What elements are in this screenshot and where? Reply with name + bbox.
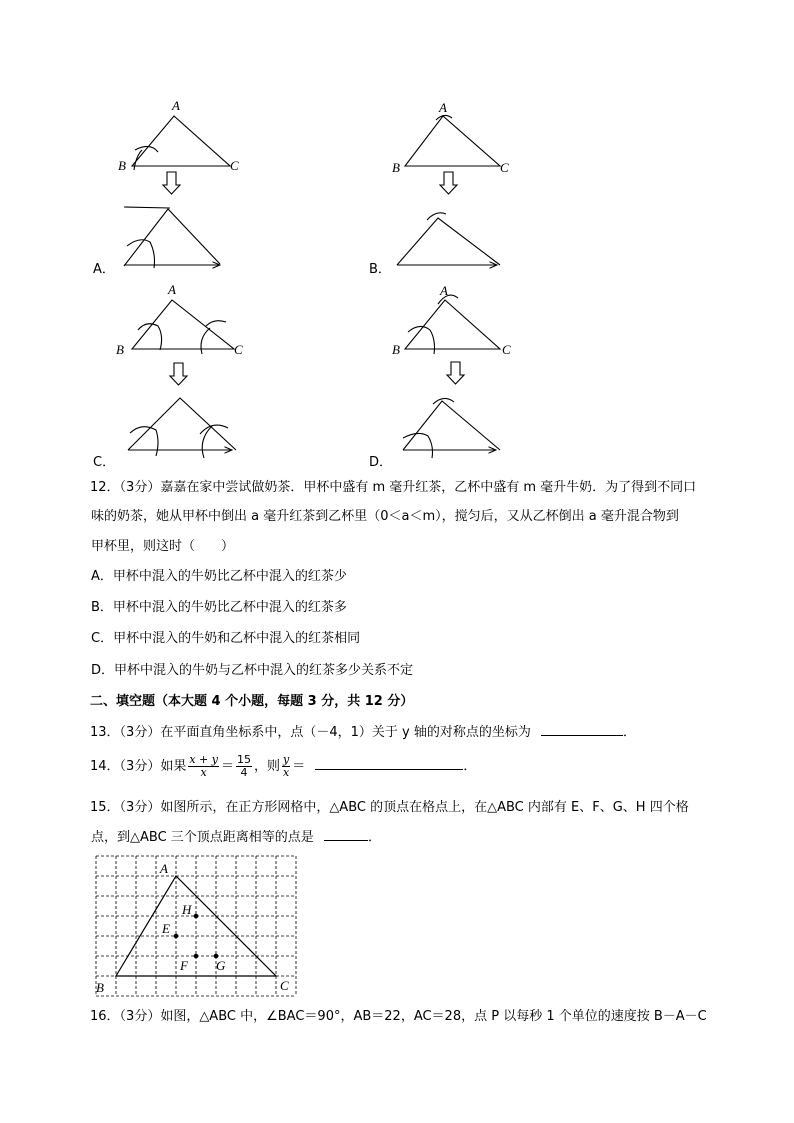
q12-line2: 味的奶茶，她从甲杯中倒出 a 毫升红茶到乙杯里（0＜a＜m），搅匀后，又从乙杯倒出 a 毫升混合物到 — [91, 509, 679, 524]
q12-option-d: D．甲杯中混入的牛奶与乙杯中混入的红茶多少关系不定 — [91, 663, 414, 678]
q14-text — [90, 752, 476, 782]
q15-label-e: E — [162, 921, 170, 936]
q15-label-g: G — [216, 958, 226, 973]
fig-c-top — [132, 300, 234, 354]
option-a-label: A． — [93, 262, 115, 277]
q12-option-c: C．甲杯中混入的牛奶和乙杯中混入的红茶相同 — [91, 631, 361, 646]
fig-a-label-b: B — [118, 158, 126, 173]
fig-c-label-b: B — [116, 342, 124, 357]
fig-b-bottom — [397, 213, 500, 265]
fig-c-arrow — [170, 363, 187, 385]
q13-answer-blank[interactable] — [541, 723, 623, 736]
q13-end: ． — [622, 725, 636, 740]
option-d-label: D． — [369, 455, 393, 470]
q12-option-a: A．甲杯中混入的牛奶比乙杯中混入的红茶少 — [91, 569, 347, 584]
q14-frac-den: x — [200, 766, 207, 779]
fig-c-bottom — [128, 398, 236, 458]
q14-prefix: 14．（3分）如果 — [90, 759, 187, 774]
fig-d-arrow — [447, 362, 464, 384]
fig-b-label-b: B — [392, 160, 400, 175]
q14-rfrac-num: 15 — [236, 753, 251, 766]
option-b-label: B． — [369, 262, 391, 277]
q15-answer-blank[interactable] — [324, 828, 368, 841]
fig-d-label-b: B — [392, 342, 400, 357]
q13-text — [90, 723, 636, 743]
fig-b-top — [405, 115, 500, 166]
fig-d-bottom — [403, 398, 500, 458]
q14-yfrac-den: x — [283, 766, 290, 779]
q15-label-c: C — [280, 978, 289, 993]
q16-line1: 16．（3分）如图，△ABC 中，∠BAC＝90°，AB＝22，AC＝28，点 P 以每秒 1 个单位的速度按 B－A－C — [90, 1009, 707, 1024]
q15-line1: 15．（3分）如图所示，在正方形网格中，△ABC 的顶点在格点上，在△ABC 内部有 E、F、G、H 四个格 — [90, 800, 689, 815]
section-2-heading: 二、填空题（本大题 4 个小题，每题 3 分，共 12 分） — [90, 694, 414, 709]
fig-c-label-a: A — [168, 282, 176, 297]
q14-answer-blank[interactable] — [315, 757, 463, 770]
fig-a-bottom — [124, 207, 220, 268]
fig-b-arrow — [440, 172, 457, 194]
q15-line2 — [91, 828, 381, 848]
q12-line1: 12．（3分）嘉嘉在家中尝试做奶茶．甲杯中盛有 m 毫升红茶，乙杯中盛有 m 毫升牛奶．为了得到不同口 — [90, 480, 697, 495]
q15-line2-text: 点，到△ABC 三个顶点距离相等的点是 — [91, 830, 314, 845]
q12-line3: 甲杯里，则这时（ ） — [91, 539, 235, 554]
option-c-label: C． — [93, 455, 116, 470]
q14-yfrac-num: y — [283, 753, 290, 766]
q14-rfrac-den: 4 — [240, 766, 248, 779]
fig-b-label-c: C — [500, 160, 509, 175]
q14-equals: ＝ — [220, 759, 234, 774]
q14-mid: ，则 — [253, 759, 280, 774]
fig-d-label-c: C — [502, 342, 511, 357]
q14-fraction-right — [236, 754, 252, 779]
q11-figures — [0, 0, 794, 480]
q15-grid-figure — [90, 852, 300, 998]
fig-c-label-c: C — [234, 342, 243, 357]
fig-a-top — [132, 116, 230, 170]
q14-end: ． — [463, 759, 477, 774]
fig-b-label-a: A — [439, 100, 447, 115]
fig-a-label-c: C — [230, 158, 239, 173]
q14-fraction-left — [188, 754, 219, 779]
q15-end: ． — [367, 830, 381, 845]
q14-fraction-y-over-x — [282, 754, 290, 779]
fig-a-arrow — [163, 172, 180, 194]
q15-label-f: F — [180, 958, 188, 973]
q15-label-h: H — [182, 902, 192, 917]
q13-question: 13．（3分）在平面直角坐标系中，点（－4，1）关于 y 轴的对称点的坐标为 — [90, 725, 531, 740]
q14-equals2: ＝ — [292, 759, 306, 774]
q14-frac-num: x + y — [189, 753, 218, 766]
q15-label-a: A — [160, 861, 168, 876]
q12-option-b: B．甲杯中混入的牛奶比乙杯中混入的红茶多 — [91, 600, 347, 615]
fig-d-label-a: A — [440, 283, 448, 298]
q15-label-b: B — [96, 980, 104, 995]
fig-d-top — [405, 295, 500, 354]
fig-a-label-a: A — [172, 98, 180, 113]
